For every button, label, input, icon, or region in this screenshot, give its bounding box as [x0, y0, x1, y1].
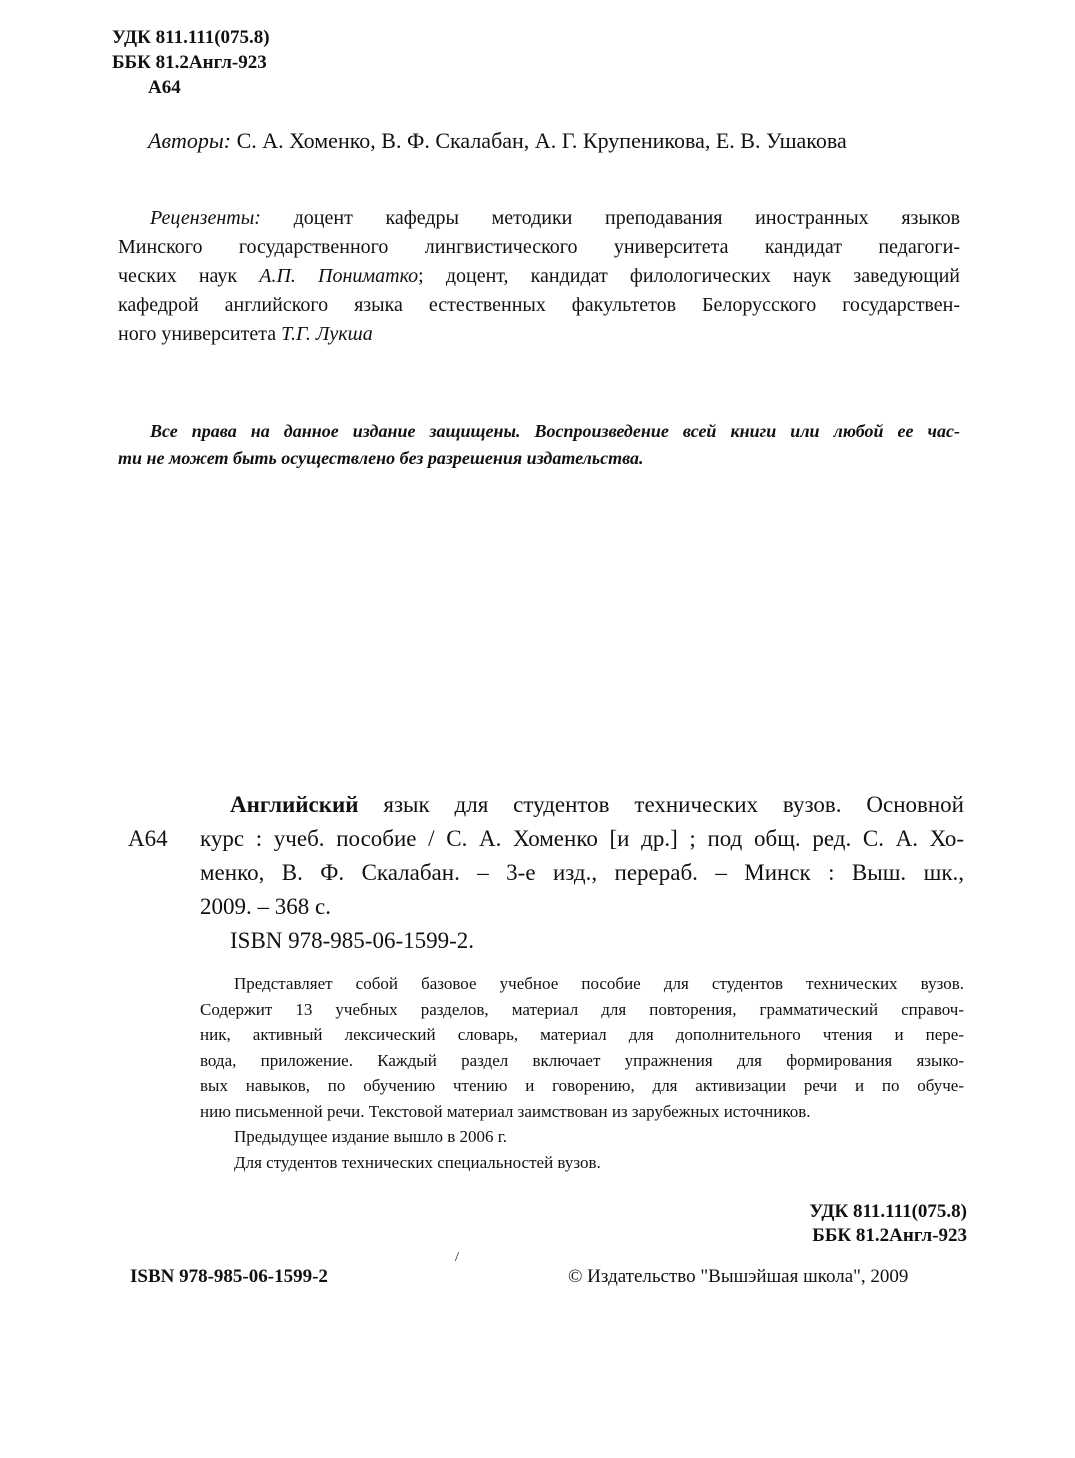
- bib-line: [200, 788, 964, 822]
- annotation: [200, 971, 964, 1175]
- rights-notice: [118, 418, 960, 472]
- reviewers-text: ; доцент, кандидат филологических наук заведующий: [418, 265, 961, 287]
- bbk-top: ББК 81.2Англ-923: [112, 52, 267, 73]
- annotation-line: ник, активный лексический словарь, материал для дополнительного чтения и пере-: [200, 1025, 964, 1044]
- reviewers-line: кафедрой английского языка естественных факультетов Белорусского государствен-: [118, 294, 960, 316]
- copyright: © Издательство "Вышэйшая школа", 2009: [568, 1266, 909, 1287]
- annotation-line: вых навыков, по обучению чтению и говорению, для активизации речи и по обуче-: [200, 1076, 964, 1095]
- reviewers-text: доцент кафедры методики преподавания иностранных языков: [293, 207, 961, 229]
- udk-top: УДК 811.111(075.8): [112, 27, 270, 48]
- bib-title-word: Английский: [230, 792, 359, 817]
- reviewers-text: ческих наук: [118, 265, 238, 287]
- author-code-top: А64: [148, 77, 181, 98]
- classification-bottom: [809, 1200, 967, 1248]
- annotation-line: Представляет собой базовое учебное пособие для студентов технических вузов.: [234, 974, 964, 993]
- bib-isbn: ISBN 978-985-06-1599-2.: [230, 928, 475, 953]
- bbk-bottom: ББК 81.2Англ-923: [812, 1225, 967, 1246]
- reviewer-name: Т.Г. Лукша: [281, 323, 373, 345]
- authors-label: Авторы:: [148, 128, 232, 153]
- annotation-line: вода, приложение. Каждый раздел включает упражнения для формирования языко-: [200, 1050, 964, 1070]
- bib-line: курс : учеб. пособие / С. А. Хоменко [и др.] ; под общ. ред. С. А. Хо-: [200, 826, 964, 851]
- scan-mark: /: [455, 1250, 459, 1265]
- reviewers-paragraph: [118, 204, 960, 349]
- reviewers-line: [118, 262, 960, 291]
- bibliographic-record: [200, 788, 964, 958]
- rights-line: Все права на данное издание защищены. Воспроизведение всей книги или любой ее час-: [150, 421, 960, 441]
- rights-line: ти не может быть осуществлено без разрешения издательства.: [118, 448, 644, 468]
- reviewers-label: Рецензенты:: [150, 207, 261, 229]
- bib-author-code: А64: [128, 826, 168, 851]
- bib-line: менко, В. Ф. Скалабан. – 3-е изд., перераб. – Минск : Выш. шк.,: [200, 860, 964, 885]
- isbn-footer: ISBN 978-985-06-1599-2: [130, 1266, 328, 1287]
- bib-text: язык для студентов технических вузов. Основной: [383, 792, 964, 817]
- reviewers-line: Минского государственного лингвистического университета кандидат педагоги-: [118, 236, 960, 258]
- audience: Для студентов технических специальностей вузов.: [234, 1152, 601, 1172]
- authors-names: С. А. Хоменко, В. Ф. Скалабан, А. Г. Крупеникова, Е. В. Ушакова: [236, 128, 847, 153]
- reviewers-text: ного университета: [118, 323, 277, 345]
- annotation-line: нию письменной речи. Текстовой материал заимствован из зарубежных источников.: [200, 1101, 811, 1121]
- udk-bottom: УДК 811.111(075.8): [809, 1201, 967, 1222]
- authors-line: [148, 128, 847, 154]
- previous-edition: Предыдущее издание вышло в 2006 г.: [234, 1127, 508, 1146]
- annotation-line: Содержит 13 учебных разделов, материал для повторения, грамматический справоч-: [200, 999, 964, 1019]
- reviewers-line: [118, 204, 960, 233]
- reviewer-name: А.П. Пониматко: [259, 265, 419, 287]
- reviewers-line: [118, 320, 960, 349]
- bib-line: 2009. – 368 с.: [200, 894, 331, 919]
